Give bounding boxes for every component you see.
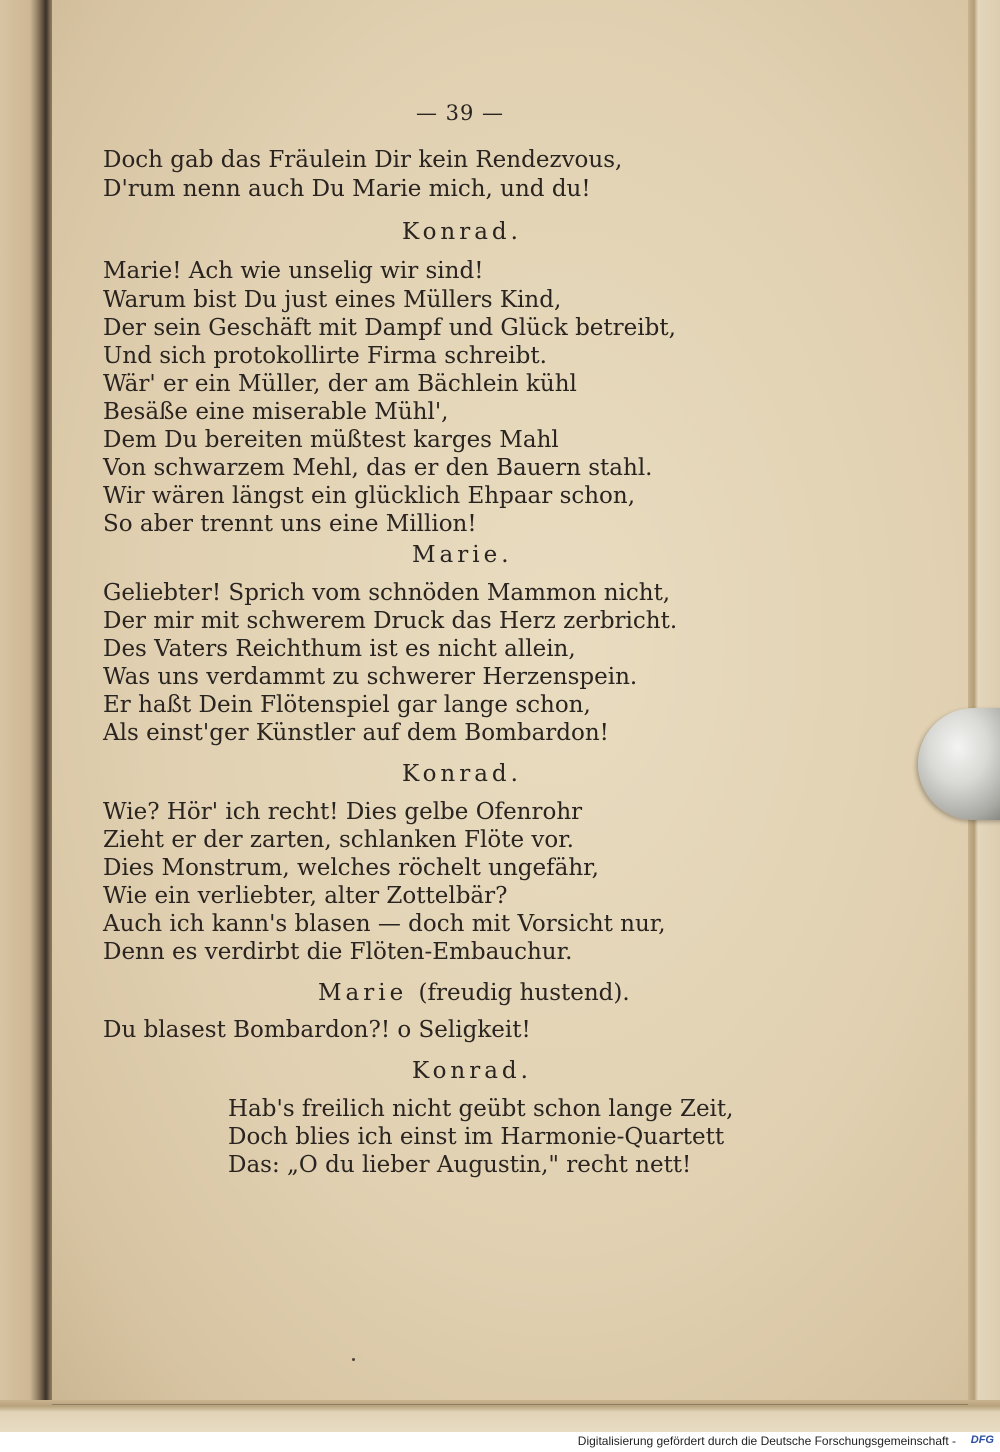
verse-line: Wie? Hör' ich recht! Dies gelbe Ofenrohr bbox=[103, 799, 583, 825]
speaker-name: Marie bbox=[318, 980, 408, 1006]
stage-direction: (freudig hustend). bbox=[418, 980, 630, 1006]
verse-line: Warum bist Du just eines Müllers Kind, bbox=[103, 287, 562, 313]
speaker-heading: Konrad. bbox=[402, 761, 522, 787]
verse-line: Besäße eine miserable Mühl', bbox=[103, 399, 449, 425]
verse-line: Er haßt Dein Flötenspiel gar lange schon, bbox=[103, 692, 591, 718]
verse-line: Doch gab das Fräulein Dir kein Rendezvous, bbox=[103, 147, 623, 173]
verse-line: Von schwarzem Mehl, das er den Bauern stahl. bbox=[103, 455, 653, 481]
verse-line: Und sich protokollirte Firma schreibt. bbox=[103, 343, 547, 369]
speaker-heading: Marie. bbox=[412, 542, 513, 568]
verse-line: Wär' er ein Müller, der am Bächlein kühl bbox=[103, 371, 577, 397]
verse-line: Zieht er der zarten, schlanken Flöte vor. bbox=[103, 827, 574, 853]
verse-line: Geliebter! Sprich vom schnöden Mammon nicht, bbox=[103, 580, 671, 606]
speaker-heading-with-stage-direction bbox=[318, 979, 630, 1007]
verse-line: Du blasest Bombardon?! o Seligkeit! bbox=[103, 1017, 531, 1043]
verse-line: Doch blies ich einst im Harmonie-Quartett bbox=[228, 1124, 725, 1150]
verse-line: D'rum nenn auch Du Marie mich, und du! bbox=[103, 176, 591, 202]
verse-line: Hab's freilich nicht geübt schon lange Zeit, bbox=[228, 1096, 734, 1122]
verse-line: Auch ich kann's blasen — doch mit Vorsicht nur, bbox=[103, 911, 666, 937]
verse-line: Denn es verdirbt die Flöten-Embauchur. bbox=[103, 939, 573, 965]
verse-line: Marie! Ach wie unselig wir sind! bbox=[103, 258, 484, 284]
speaker-heading: Konrad. bbox=[402, 219, 522, 245]
verse-line: Als einst'ger Künstler auf dem Bombardon! bbox=[103, 720, 609, 746]
bottom-divider bbox=[52, 1404, 968, 1405]
verse-line: Wir wären längst ein glücklich Ehpaar schon, bbox=[103, 483, 636, 509]
footer-strip bbox=[0, 1432, 1000, 1452]
verse-line: Des Vaters Reichthum ist es nicht allein, bbox=[103, 636, 576, 662]
verse-line: Dies Monstrum, welches röchelt ungefähr, bbox=[103, 855, 599, 881]
verse-line: Der sein Geschäft mit Dampf und Glück betreibt, bbox=[103, 315, 676, 341]
verse-line: Dem Du bereiten müßtest karges Mahl bbox=[103, 427, 559, 453]
dfg-logo: DFG bbox=[970, 1434, 994, 1446]
verse-line: Das: „O du lieber Augustin," recht nett! bbox=[228, 1152, 692, 1178]
verse-line: Wie ein verliebter, alter Zottelbär? bbox=[103, 883, 508, 909]
verse-line: So aber trennt uns eine Million! bbox=[103, 511, 477, 537]
ink-speck bbox=[352, 1358, 355, 1361]
verse-line: Der mir mit schwerem Druck das Herz zerbricht. bbox=[103, 608, 678, 634]
funding-credit: Digitalisierung gefördert durch die Deutsche Forschungsgemeinschaft - bbox=[577, 1434, 956, 1448]
page-number: — 39 — bbox=[415, 101, 505, 125]
verse-line: Was uns verdammt zu schwerer Herzenspein. bbox=[103, 664, 638, 690]
speaker-heading: Konrad. bbox=[412, 1058, 532, 1084]
